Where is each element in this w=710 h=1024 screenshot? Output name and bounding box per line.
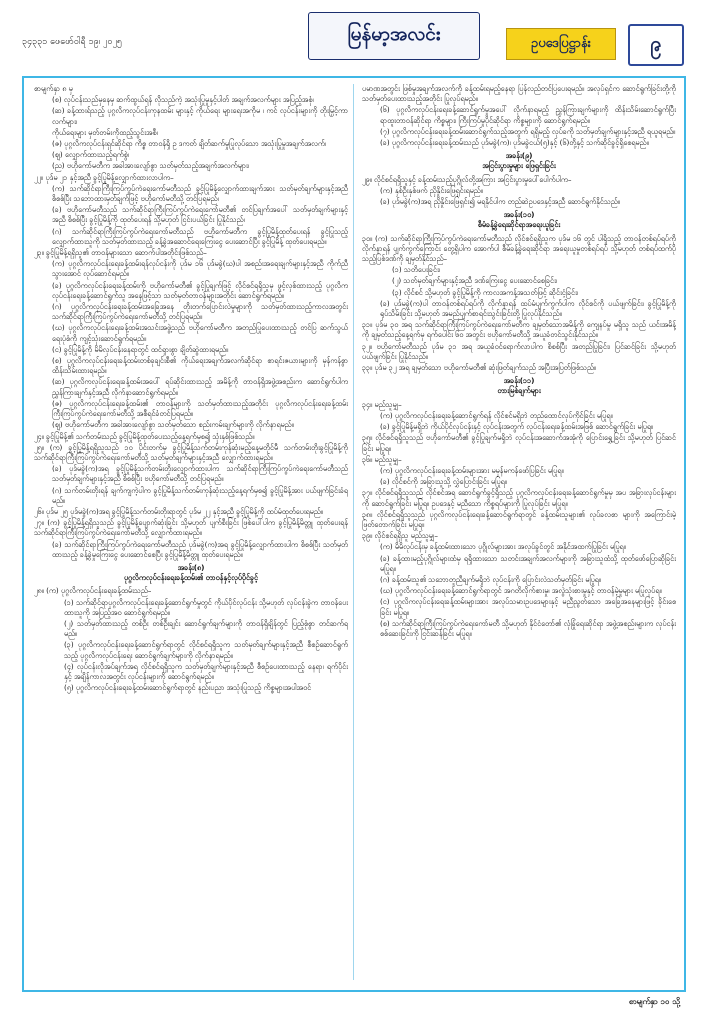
law-paragraph: ၃၇။ လိုင်စင်ရရှိသူသည် လိုင်စင်အရ ဆောင်ရွက်ခွင့်ရှိသည့် ပုဂ္ဂလိကလုပ်ငန်းရေးခန့်ဆောင်ရွက်မှုမှ အပ အခြားလုပ်ငန်းများကို ဆောင်ရွက်ခြင်း မပြုရ။ ဥပဒေနှင့် မညီသော ကိစ္စရပ်များကို ပြုလုပ်ခြင်း မပြုရ။	[362, 488, 676, 508]
law-paragraph: ၃၁။ ပုဒ်မ ၃၀ အရ သက်ဆိုင်ရာကြီးကြပ်ကွပ်ကဲရေးကော်မတီက ချမှတ်သောအမိန့်ကို ကျေနပ်မှု မရှိသူ သည် ယင်းအမိန့်ကို ချမှတ်သည့်နေ့ရက်မှ ရက်ပေါင်း ၆၀ အတွင်း ဗဟိုကော်မတီသို့ အယူခံတင်သွင်းနိုင်သည်။	[362, 320, 676, 340]
law-paragraph: (ဆ) ခန့်ထားရ်သည့် ပုဂ္ဂလိကလုပ်ငန်းကုနထမ်း များနှင့် ကိုယ်ရေး များရေးအကိုမ ၊ ကင် လုပ်ငန်းများကို တိုးမြှင့်ကာလက်များ၊	[52, 106, 348, 126]
chapter-heading: အခန်း(၉)	[505, 151, 533, 161]
law-paragraph: (ခ) ပုဂ္ဂလိကလုပ်ငန်းရေးခန့်ထမ်းသည် ပုဒ်မခွဲ(က)၊ ပုဒ်မခွဲငယ်(၅)နှင့် (၆)တို့နှင့် သက်ဆိုင်ခွင့်ရှိစေရမည်။	[380, 138, 649, 148]
law-paragraph: စာမျက်နှာ ၈ မှ	[34, 84, 73, 93]
page-header	[0, 0, 710, 72]
law-paragraph: ၂၇။ (က) ခွင့်ပြုမိန့်ရရှိသူသည် ခွင့်ပြုမိန့်ပျောက်ဆုံးခြင်း သို့မဟုတ် ပျက်စီးခြင်း ဖြစ်ပေါ်ပါက ခွင့်ပြုမိန့်မိတ္တူ ထုတ်ပေးရန် သက်ဆိုင်ရာကြီးကြပ်ကွပ်ကဲရေးကော်မတီသို့ လျှောက်ထားရမည်။	[34, 518, 348, 538]
chapter-heading: အခန်း(၁၀)	[503, 210, 535, 220]
law-paragraph: (င) ပုဂ္ဂလိကလုပ်ငန်းရေးခန့်ထမ်းများအား အလုပ်သမားဥပဒေများနှင့် မညီညွတ်သော အခြေအနေများဖြင့် ခိုင်းစေခြင်း မပြုရ။	[380, 597, 676, 617]
law-paragraph: ၂၄။ ခွင့်ပြုမိန့်၏ သက်တမ်းသည် ခွင့်ပြုမိန့်ထုတ်ပေးသည့်နေ့ရက်မှစ၍ သုံးနှစ်ဖြစ်သည်။	[34, 431, 255, 441]
law-paragraph: (က) နှစ်ဦးနှစ်ဖက် ညှိနှိုင်းဖြေရှင်းရမည်။	[380, 185, 483, 195]
left-column	[34, 84, 348, 984]
section-label: ဥပဒေပြဋ္ဌာန်း	[506, 28, 616, 60]
law-paragraph: (၄) လုပ်ငန်းလိုအပ်ချက်အရ လိုင်စင်ရရှိသူက သတ်မှတ်ချက်များနှင့်အညီ စီစဉ်ပေးထားသည့် နေရာ၊ ရက်ပိုင်းနှင့် အချိန်ကာလအတွင်း လုပ်ငန်းများကို ဆောင်ရွက်ရမည်။	[64, 661, 348, 681]
law-paragraph: (ဈ) ဗဟိုကော်မတီက အခါအားလျော်စွာ သတ်မှတ်သော စည်းကမ်းချက်များကို လိုက်နာရမည်။	[52, 420, 294, 430]
law-paragraph: (ခ) လိုင်စင်ကို အခြားသူသို့ လွှဲပြောင်းခြင်း မပြုရ။	[380, 477, 507, 487]
chapter-heading: အခန်း(၈)	[177, 562, 205, 572]
law-paragraph: (ဇ) ပုဂ္ဂလိကလုပ်ငန်းရှင်ဆိုင်ရာ ကိစ္စ တာဝန်ရှိ ဥ ဒကတ် ချိတ်ဆက်မှုပြုလုပ်သော အသုံးပြုမှုအချက်အလက်၊	[52, 139, 327, 149]
law-paragraph: (က) ပုဂ္ဂလိကလုပ်ငန်းရေးခန့်ထမ်းရန်လုပ်ငန်းကို ပုဒ်မ ၁၆ ပုဒ်မခွဲ(ဃ)ပါ အစည်းအရေးချက်များနှင့်အညီ ကိုက်ညီသွားအောင် လုပ်ဆောင်ရမည်။	[52, 259, 348, 279]
law-paragraph: ကိုယ်ရေးများ မှတ်တမ်းကိုထည့်သွင်းအစီ၊	[52, 127, 158, 137]
law-paragraph: ၂၅။ (က) ခွင့်ပြုမိန့်ရရှိသူသည် ၁၀ ပိုင်းတက်မှ ခွင့်ပြုမိန့်သက်တမ်းကုန်ဆုံးမည့်နေ့မတိုင်မီ သက်တမ်းတိုးခွင့်ပြုမိန့်ကို သက်ဆိုင်ရာကြီးကြပ်ကွပ်ကဲရေးကော်မတီသို့ သတ်မှတ်ချက်များနှင့်အညီ လျှောက်ထားရမည်။	[34, 442, 348, 462]
law-paragraph: (ဃ) ပုဂ္ဂလိကလုပ်ငန်းရေးခန့်ဆောင်ရွက်ရာတွင် အဂတိလိုက်စားမှု၊ အလွဲသုံးစားမှုနှင့် တာဝန်မဲ့မှုများ မပြုလုပ်ရ။	[380, 586, 662, 596]
law-paragraph: (စ) သက်ဆိုင်ရာကြီးကြပ်ကွပ်ကဲရေးကော်မတီ သို့မဟုတ် နိုင်ငံတော်၏ လုံခြုံရေးဆိုင်ရာ အဖွဲ့အစည်းများက လုပ်ငန်းစစ်ဆေးခြင်းကို ငြင်းဆန်ခြင်း မပြုရ။	[380, 618, 676, 638]
law-paragraph: (ဂ) သက်ဆိုင်ရာကြီးကြပ်ကွပ်ကဲရေးကော်မတီသည် ဗဟိုကော်မတီက ခွင့်ပြုမိန့်ထုတ်ပေးရန် ခွင့်ပြုသည့် လျှောက်ထားသူကို သတ်မှတ်ထားသည့် ခန့်ခွဲအဆောင်ရေးကြေးငွေ ပေးဆောင်ပြီး ခွင့်ပြုမိန့် ထုတ်ပေးရမည်။	[52, 226, 348, 246]
law-paragraph: (၃) လိုင်စင် သို့မဟုတ် ခွင့်ပြုမိန့်ကို ကာလအကန့်အသတ်ဖြင့် ဆိုင်းငံ့ခြင်း၊	[392, 287, 578, 297]
law-paragraph: ၂၈။ (က) ပုဂ္ဂလိကလုပ်ငန်းရေးခန့်ထမ်းသည်–	[34, 586, 152, 596]
page-number: ၉	[628, 24, 684, 66]
chapter-title: ပုဂ္ဂလိကလုပ်ငန်းရေးခန့်ထမ်း၏ တာဝန်နှင့်လုပ်ပိုင်ခွင့်	[123, 573, 259, 583]
law-paragraph: ၂၆။ ပုဒ်မ ၂၅ ပုဒ်မခွဲ(က)အရ ခွင့်ပြုမိန့်သက်တမ်းတိုးရာတွင် ပုဒ်မ ၂၂ နှင့်အညီ ခွင့်ပြုမိန့်ကို ထပ်မံထုတ်ပေးရမည်။	[34, 506, 323, 516]
law-paragraph: (က) ပုဂ္ဂလိကလုပ်ငန်းရေးခန့်ထမ်းများအား မမှန်မကန်ဖော်ပြခြင်း မပြုရ။	[380, 465, 564, 475]
law-paragraph: (၁) သက်ဆိုင်ရာပုဂ္ဂလိကလုပ်ငန်းရေးခန့်ဆောင်ရွက်မှုတွင် ကိုယ်ပိုင်လုပ်ငန်း သို့မဟုတ် လုပ်ငန်းခွဲက တာဝန်ပေးထားသူကို အပြည့်အဝ ဆောင်ရွက်ရမည်။	[64, 597, 348, 617]
law-paragraph: (၆) ပုဂ္ဂလိကလုပ်ငန်းရေးခန့်ဆောင်ရွက်မှုအပေါ် လိုက်နာရမည့် ညွှန်ကြားချက်များကို ထိန်းသိမ်းဆောင်ရွက်ပြီး ရာထူးတာဝန်ဆိုင်ရာ ကိစ္စများ၊ ကြီးကြပ်မှုပိုင်ဆိုင်ရာ ကိစ္စများကို ဆောင်ရွက်ရမည်။	[380, 105, 676, 125]
law-paragraph: ၃၆။ မည်သူမျှ–	[362, 454, 402, 464]
law-paragraph: (ခ) ခန့်ထားမည့်ပုဂ္ဂိုလ်များထံမှ ရရှိထားသော သတင်းအချက်အလက်များကို အခြားသူထံသို့ ထုတ်ဖော်ပြောဆိုခြင်း မပြုရ။	[380, 553, 676, 573]
law-paragraph: (က) ပုဂ္ဂလိကလုပ်ငန်းရေးခန့်ဆောင်ရွက်ရန် လိုင်စင်မရှိဘဲ တည်ထောင်လုပ်ကိုင်ခြင်း မပြုရ။	[380, 410, 613, 420]
law-paragraph: ၂၉။ လိုင်စင်ရရှိသူနှင့် ခန့်ထမ်းသည့်ပုဂ္ဂိုလ်တို့အကြား အငြင်းပွားမှုပေါ်ပေါက်ပါက–	[362, 174, 572, 184]
continued-on-page: စာမျက်နှာ ၁၀ သို့	[628, 997, 680, 1006]
law-paragraph: ၃၄။ မည်သူမျှ–	[362, 399, 402, 409]
law-paragraph: (ဂ) ပုဂ္ဂလိကလုပ်ငန်းရေးခန့်ထမ်းအခြေအနေ တိုးတက်ပြောင်းလဲမှုများကို သတ်မှတ်ထားသည့်ကာလအတွင်း သက်ဆိုင်ရာကြီးကြပ်ကွပ်ကဲရေးကော်မတီသို့ တင်ပြရမည်။	[52, 302, 348, 322]
law-paragraph: (ခ) ပုဒ်မခွဲ(က)အရ ညှိနှိုင်းဖြေရှင်း၍ မရနိုင်ပါက တည်ဆဲဥပဒေနှင့်အညီ ဆောင်ရွက်နိုင်သည်။	[380, 197, 620, 207]
law-paragraph: (င) ခွင့်ပြုမိန့်ကို မိမိလုပ်ငန်းနေရာတွင် ထင်ရှားစွာ ချိတ်ဆွဲထားရမည်။	[52, 344, 229, 354]
law-paragraph: ပမာဏအတွင်း ဖြစ်မှုအချက်အလက်ကို ခန့်ထမ်းရမည့်နေရာ ပြန်လည်တင်ပြပေးရမည်။ အလုပ်ရှင်က ဆောင်ရွက်ခြင်းတို့ကို သတ်မှတ်ပေးထားသည့်အတိုင်း ပြုလုပ်ရမည်။	[362, 84, 676, 104]
law-paragraph: (၅) ပုဂ္ဂလိကလုပ်ငန်းရေးခန့်ထမ်းဆောင်ရွက်ရာတွင် နည်းပညာ အသုံးပြုသည့် ကိစ္စများအပါအဝင်	[64, 683, 312, 693]
law-paragraph: (ဃ) ပုဂ္ဂလိကလုပ်ငန်းရေးခန့်ထမ်းအသင်းအဖွဲ့သည် ဗဟိုကော်မတီက အတည်ပြုပေးထားသည့် တင်ပြ ဆက်သွယ်ရေးပုံစံကို ကျင့်သုံးဆောင်ရွက်ရမည်။	[52, 323, 348, 343]
law-paragraph: (က) သက်ဆိုင်ရာကြီးကြပ်ကွပ်ကဲရေးကော်မတီသည် ခွင့်ပြုမိန့်လျှောက်ထားချက်အား သတ်မှတ်ချက်များနှင့်အညီ စိစစ်ပြီး သဘောထားမှတ်ချက်ဖြင့် ဗဟိုကော်မတီသို့ တင်ပြရမည်၊	[52, 183, 348, 204]
law-paragraph: (၂) သတ်မှတ်ချက်များနှင့်အညီ ဒဏ်ကြေးငွေ ပေးဆောင်စေခြင်း၊	[392, 276, 558, 286]
law-paragraph: ၃၃။ ပုဒ်မ ၃၂ အရ ချမှတ်သော ဗဟိုကော်မတီ၏ ဆုံးဖြတ်ချက်သည် အပြီးအပြတ်ဖြစ်သည်။	[362, 363, 597, 373]
newspaper-masthead: မြန်မာ့အလင်း	[308, 12, 480, 60]
law-paragraph: ၂၃။ ခွင့်ပြုမိန့်ရရှိသူ၏ တာဝန်များသော ဆောက်ပါအတိုင်းဖြစ်သည်–	[34, 248, 207, 258]
law-paragraph: (ဂ) ခန့်ထမ်းသူ၏ သဘောတူညီချက်မရှိဘဲ လုပ်ငန်းကို ပြောင်းလဲသတ်မှတ်ခြင်း မပြုရ။	[380, 574, 601, 584]
law-paragraph: (ခ) ပုဒ်မခွဲ(က)ပါ တာဝန်တစ်ရပ်ရပ်ကို လိုက်နာရန် ထပ်မံပျက်ကွက်ပါက လိုင်စင်ကို ပယ်ဖျက်ခြင်း၊ ခွင့်ပြုမိန့်ကို ရုပ်သိမ်းခြင်း သို့မဟုတ် အမည်ပျက်စာရင်းသွင်းခြင်းတို့ ပြုလုပ်နိုင်သည်။	[380, 298, 676, 319]
chapter-title: တားမြစ်ချက်များ	[497, 386, 541, 396]
law-paragraph: (စ) ပုဂ္ဂလိကလုပ်ငန်းရေးခန့်ထမ်းတစ်ခုချင်းစီ၏ ကိုယ်ရေးအချက်အလက်ဆိုင်ရာ စာရင်းဇယားများကို မှန်ကန်စွာ ထိန်းသိမ်းထားရမည်။	[52, 356, 348, 376]
law-paragraph: (၇) ပုဂ္ဂလိကလုပ်ငန်းရေးခန့်ထမ်းဆောင်ရွက်သည့်အတွက် ရရှိမည့် လုပ်ခကို သတ်မှတ်ချက်များနှင့်အညီ ရယူရမည်။	[380, 126, 676, 136]
chapter-title: အငြင်းပွားမှုများ ဖြေရှင်းခြင်း	[482, 161, 556, 171]
law-paragraph: (ဆ) ပုဂ္ဂလိကလုပ်ငန်းရေးခန့်ထမ်းအပေါ် ရပ်ဆိုင်းထားသည့် အမိန့်ကို တာဝန်ရှိအဖွဲ့အစည်းက ဆောင်ရွက်ပါက ညွှန်ကြားချက်နှင့်အညီ လိုက်နာဆောင်ရွက်ရမည်။	[52, 377, 348, 397]
law-paragraph: (ခ) ဗဟိုကော်မတီသည် သက်ဆိုင်ရာကြီးကြပ်ကွပ်ကဲရေးကော်မတီ၏ တင်ပြချက်အပေါ် သတ်မှတ်ချက်များနှင့်အညီ စိစစ်ပြီး ခွင့်ပြုမိန့်ကို ထုတ်ပေးရန် သို့မဟုတ် ငြင်းပယ်ခြင်း ပြုနိုင်သည်၊	[52, 205, 348, 225]
law-paragraph: (စ) လုပ်ငန်းသည်မှနေမှ ဆက်ထွယ်ရန် လိုသည်ကဲ့ အသုံးပြုမှုနှင့်ပါတ် အချက်အလက်များ အပြည့်အစုံ၊	[52, 95, 314, 105]
law-paragraph: (ခ) သက်ဆိုင်ရာကြီးကြပ်ကွပ်ကဲရေးကော်မတီသည် ပုဒ်မခွဲ(က)အရ ခွင့်ပြုမိန့်လျှောက်ထားပါက စိစစ်ပြီး သတ်မှတ်ထားသည့် ခန့်ခွဲမှုကြေးငွေ ပေးဆောင်စေပြီး ခွင့်ပြုမိန့်မိတ္တူ ထုတ်ပေးရမည်။	[52, 539, 348, 559]
law-paragraph: ၃၅။ လိုင်စင်ရရှိသူသည် ဗဟိုကော်မတီ၏ ခွင့်ပြုချက်မရှိဘဲ လုပ်ငန်းအဆောက်အအုံကို ပြောင်းရွှေ့ခြင်း သို့မဟုတ် ပြင်ဆင်ခြင်း မပြုရ။	[362, 433, 676, 453]
law-paragraph: (၁) သတိပေးခြင်း၊	[392, 265, 440, 275]
law-paragraph: (ခ) ပုဂ္ဂလိကလုပ်ငန်းရေးခန့်ထမ်းကို ဗဟိုကော်မတီ၏ ခွင့်ပြုချက်ဖြင့် လိုင်စင်ရရှိသူမှ ဖွင့်လှစ်ထားသည့် ပုဂ္ဂလိကလုပ်ငန်းရေးခန့်ဆောင်ရွက်သူ အနေဖြင့်သာ သတ်မှတ်တာဝန်များအတိုင်း ဆောင်ရွက်ရမည်။	[52, 280, 348, 300]
law-paragraph: (ခ) ပုဒ်မခွဲ(က)အရ ခွင့်ပြုမိန့်သက်တမ်းတိုးလျှောက်ထားပါက သက်ဆိုင်ရာကြီးကြပ်ကွပ်ကဲရေးကော်မတီသည် သတ်မှတ်ချက်များနှင့်အညီ စိစစ်ပြီး ဗဟိုကော်မတီသို့ တင်ပြရမည်။	[52, 464, 348, 484]
law-paragraph: ၃၀။ (က) သက်ဆိုင်ရာကြီးကြပ်ကွပ်ကဲရေးကော်မတီသည် လိုင်စင်ရရှိသူက ပုဒ်မ ၁၆ တွင် ပါရှိသည့် တာဝန်တစ်ရပ်ရပ်ကို လိုက်နာရန် ပျက်ကွက်ကြောင်း တွေ့ရှိပါက အောက်ပါ စီမံခန့်ခွဲရေးဆိုင်ရာ အရေးယူမှုတစ်ရပ်ရပ် သို့မဟုတ် တစ်ရပ်ထက်ပိုသည့်ပြစ်ဒဏ်ကို ချမှတ်နိုင်သည်–	[362, 233, 676, 264]
law-paragraph: (ဇ) ပုဂ္ဂလိကလုပ်ငန်းရေးခန့်ထမ်း၏ တာဝန်များကို သတ်မှတ်ထားသည့်အတိုင်း ပုဂ္ဂလိကလုပ်ငန်းရေးခန့်ထမ်းကြီးကြပ်ကွပ်ကဲရေးကော်မတီသို့ အစီရင်ခံတင်ပြရမည်။	[52, 398, 348, 419]
law-paragraph: (၂) သတ်မှတ်ထားသည့် တစ်ဦး တစ်ဦးချင်း ဆောင်ရွက်ချက်များကို တာဝန်ရှိချိန်တွင် ပြည့်စုံစွာ တင်ဆက်ရမည်။	[64, 618, 348, 639]
law-paragraph: (ခ) ခွင့်ပြုမိန့်မရှိဘဲ ကိုယ်ပိုင်လုပ်ငန်းနှင့် လုပ်ငန်းအတွက် လုပ်ငန်းရေးခန့်ထမ်းအဖြစ် ဆောင်ရွက်ခြင်း မပြုရ။	[380, 422, 654, 432]
issue-date: ၃၄၃၃၁ ဖေဖော်ဝါရီ ၁၉၊ ၂၀၂၅	[22, 37, 122, 47]
law-paragraph: ၃၉။ လိုင်စင်ရရှိသူ မည်သူမျှ–	[362, 531, 438, 541]
chapter-title: စီမံခန့်ခွဲရေးဆိုင်ရာအရေးယူခြင်း	[477, 220, 561, 230]
right-column	[362, 84, 676, 984]
law-paragraph: ၂၂။ ပုဒ်မ ၂၁ နှင့်အညီ ခွင့်ပြုမိန့်လျှောက်ထားလာပါက–	[34, 172, 174, 182]
chapter-heading: အခန်း(၁၁)	[503, 376, 535, 386]
law-paragraph: (ဈ) လျှောက်ထားသည့်ရက်စွဲ၊	[52, 150, 129, 160]
law-paragraph: ၃၈။ လိုင်စင်ရရှိသူသည် ပုဂ္ဂလိကလုပ်ငန်းရေးခန့်ဆောင်ရွက်ရာတွင် ခန့်ထမ်းသူများ၏ လုပ်ခလစာ များကို အကြောင်းမဲ့ ဖြတ်တောက်ခြင်း မပြုရ။	[362, 509, 676, 529]
law-paragraph: (ဂ) သက်တမ်းတိုးရန် ချက်ကျကဲ့ပါက ခွင့်ပြုမိန့်သက်တမ်းကုန်ဆုံးသည့်နေ့ရက်မှစ၍ ခွင့်ပြုမိန့်အား ပယ်ဖျက်ခြင်းခံရမည်။	[52, 485, 348, 505]
law-paragraph: (က) မိမိလုပ်ငန်းမှ ခန့်ထမ်းထားသော ပုဂ္ဂိုလ်များအား အလုပ်ခွင်တွင် အနိုင်အထက်ပြုခြင်း မပြုရ။	[380, 542, 626, 552]
law-paragraph: ၃၂။ ဗဟိုကော်မတီသည် ပုဒ်မ ၃၁ အရ အယူခံဝင်ရောက်လာပါက စိစစ်ပြီး အတည်ပြုခြင်း၊ ပြင်ဆင်ခြင်း သို့မဟုတ် ပယ်ဖျက်ခြင်း ပြုနိုင်သည်။	[362, 341, 676, 361]
law-paragraph: (ည) ဗဟိုကော်မတီက အခါအားလျော်စွာ သတ်မှတ်သည့်အချက်အလက်များ၊	[52, 161, 249, 171]
column-divider	[353, 84, 354, 980]
law-paragraph: (၃) ပုဂ္ဂလိကလုပ်ငန်းရေးခန့်ဆောင်ရွက်ရာတွင် လိုင်စင်ရရှိသူက သတ်မှတ်ချက်များနှင့်အညီ စီစဉ်ဆောင်ရွက်သည့် ပုဂ္ဂလိကလုပ်ငန်းရေး ဆောင်ရွက်ချက်များကို လိုက်နာရမည်။	[64, 640, 348, 660]
